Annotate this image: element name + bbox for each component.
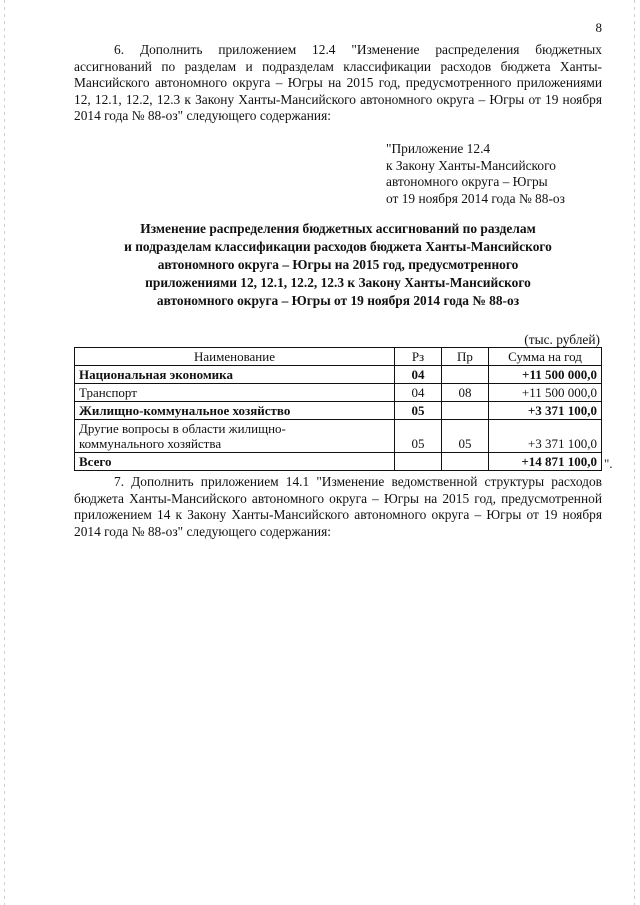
cell-name: Всего — [75, 453, 395, 471]
cell-name: Транспорт — [75, 384, 395, 402]
column-header-pr: Пр — [442, 348, 489, 366]
appendix-title-line: Изменение распределения бюджетных ассигнований по разделам — [140, 221, 536, 236]
page-number: 8 — [595, 20, 602, 35]
appendix-title-line: автономного округа – Югры на 2015 год, предусмотренного — [157, 257, 519, 272]
paragraph-7-lead: 7. Дополнить приложением 14.1 "Изменение ведомственной структуры — [114, 474, 545, 489]
table-row — [75, 402, 602, 420]
cell-name: Национальная экономика — [75, 366, 395, 384]
units-label: (тыс. рублей) — [524, 332, 600, 347]
cell-name — [75, 420, 395, 453]
cell-rz: 04 — [395, 384, 442, 402]
cell-pr: 05 — [442, 420, 489, 453]
paragraph-7-body: расходов бюджета Ханты-Мансийского автономного округа – Югры на 2015 год, предусмотренной приложением 14 к Закону Ханты-Мансийского автономного округа – Югры от 19 ноября 2014 года № 88-оз" следующего содержания: — [74, 474, 602, 539]
cell-pr — [442, 366, 489, 384]
table-row — [75, 366, 602, 384]
scan-edge-right — [634, 0, 635, 905]
appendix-title-line: автономного округа – Югры от 19 ноября 2014 года № 88-оз — [156, 293, 520, 308]
table-header-row — [75, 348, 602, 366]
appendix-reference — [386, 141, 565, 207]
table-row — [75, 420, 602, 453]
cell-rz: 05 — [395, 420, 442, 453]
table-row-total — [75, 453, 602, 471]
appendix-title-line: приложениями 12, 12.1, 12.2, 12.3 к Закону Ханты-Мансийского — [145, 275, 531, 290]
cell-sum: +3 371 100,0 — [489, 420, 602, 453]
paragraph-6-body: ассигнований по разделам и подразделам классификации расходов бюджета Ханты-Мансийского автономного округа – Югры на 2015 год, предусмотренного приложениями 12, 12.1, 12.2, 12.3 к Закону Ханты-Мансийского автономного округа – Югры от 19 ноября 2014 года № 88-оз" следующего содержания: — [74, 58, 602, 124]
cell-pr — [442, 453, 489, 471]
paragraph-6 — [74, 42, 602, 125]
column-header-sum: Сумма на год — [489, 348, 602, 366]
cell-rz: 05 — [395, 402, 442, 420]
cell-pr — [442, 402, 489, 420]
cell-name-line: коммунального хозяйства — [79, 436, 222, 451]
appendix-reference-line: к Закону Ханты-Мансийского — [386, 157, 556, 173]
cell-sum: +14 871 100,0 — [489, 453, 602, 471]
cell-rz: 04 — [395, 366, 442, 384]
cell-pr: 08 — [442, 384, 489, 402]
column-header-name: Наименование — [75, 348, 395, 366]
paragraph-7 — [74, 474, 602, 540]
cell-sum: +11 500 000,0 — [489, 366, 602, 384]
cell-sum: +11 500 000,0 — [489, 384, 602, 402]
scan-edge-left — [4, 0, 5, 905]
cell-sum: +3 371 100,0 — [489, 402, 602, 420]
appendix-title — [74, 220, 602, 310]
budget-table — [74, 347, 602, 471]
column-header-rz: Рз — [395, 348, 442, 366]
appendix-reference-line: автономного округа – Югры — [386, 174, 548, 190]
appendix-title-line: и подразделам классификации расходов бюджета Ханты-Мансийского — [124, 239, 552, 254]
paragraph-6-lead: 6. Дополнить приложением 12.4 "Изменение распределения бюджетных — [114, 42, 602, 57]
appendix-reference-line: "Приложение 12.4 — [386, 141, 491, 156]
closing-quote: ". — [604, 456, 613, 471]
cell-name-line: Другие вопросы в области жилищно- — [79, 421, 286, 436]
appendix-reference-line: от 19 ноября 2014 года № 88-оз — [386, 190, 565, 206]
cell-rz — [395, 453, 442, 471]
table-row — [75, 384, 602, 402]
cell-name: Жилищно-коммунальное хозяйство — [75, 402, 395, 420]
